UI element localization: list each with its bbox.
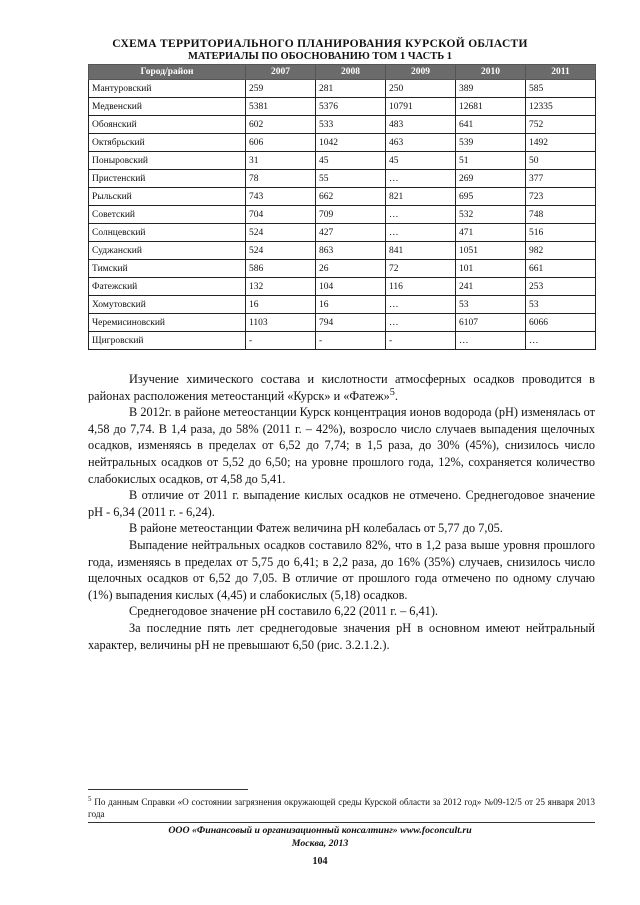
value-cell: - xyxy=(316,332,386,350)
value-cell: 532 xyxy=(456,206,526,224)
value-cell: 483 xyxy=(386,116,456,134)
value-cell: 253 xyxy=(526,278,596,296)
paragraph: В отличие от 2011 г. выпадение кислых осадков не отмечено. Среднегодовое значение pH - 6,34 (2011 г. - 6,24). xyxy=(88,488,595,519)
value-cell: … xyxy=(526,332,596,350)
value-cell: 269 xyxy=(456,170,526,188)
table-row xyxy=(89,152,596,170)
value-cell: 1042 xyxy=(316,134,386,152)
value-cell: 709 xyxy=(316,206,386,224)
value-cell: 1051 xyxy=(456,242,526,260)
value-cell: 748 xyxy=(526,206,596,224)
value-cell: 101 xyxy=(456,260,526,278)
value-cell: 132 xyxy=(246,278,316,296)
district-name-cell: Солнцевский xyxy=(89,224,246,242)
value-cell: 55 xyxy=(316,170,386,188)
value-cell: 241 xyxy=(456,278,526,296)
district-name-cell: Советский xyxy=(89,206,246,224)
footer-divider xyxy=(88,822,595,823)
body-text xyxy=(88,371,595,653)
value-cell: 524 xyxy=(246,224,316,242)
value-cell: 250 xyxy=(386,80,456,98)
paragraph xyxy=(88,371,595,404)
value-cell: 78 xyxy=(246,170,316,188)
value-cell: 641 xyxy=(456,116,526,134)
district-name-cell: Суджанский xyxy=(89,242,246,260)
footnote-ref: 5 xyxy=(389,386,395,398)
value-cell: 10791 xyxy=(386,98,456,116)
value-cell: 982 xyxy=(526,242,596,260)
paragraph-text: Изучение химического состава и кислотности атмосферных осадков проводится в районах расположения метеостанций «Курск» и «Фатеж» xyxy=(88,372,595,403)
district-name-cell: Хомутовский xyxy=(89,296,246,314)
value-cell: 524 xyxy=(246,242,316,260)
value-cell: 1103 xyxy=(246,314,316,332)
col-header-2009: 2009 xyxy=(386,65,456,80)
value-cell: 533 xyxy=(316,116,386,134)
col-header-2007: 2007 xyxy=(246,65,316,80)
footnote-divider xyxy=(88,789,248,790)
value-cell: 5376 xyxy=(316,98,386,116)
table-body xyxy=(89,80,596,350)
value-cell: 463 xyxy=(386,134,456,152)
value-cell: 794 xyxy=(316,314,386,332)
paragraph-text: . xyxy=(394,388,398,403)
value-cell: … xyxy=(456,332,526,350)
paragraph: За последние пять лет среднегодовые значения pH в основном имеют нейтральный характер, величины pH не превышают 6,50 (рис. 3.2.1.2.). xyxy=(88,620,595,652)
value-cell: 662 xyxy=(316,188,386,206)
district-name-cell: Октябрьский xyxy=(89,134,246,152)
footer-city-year: Москва, 2013 xyxy=(291,838,349,849)
paragraph: Среднегодовое значение pH составило 6,22 (2011 г. – 6,41). xyxy=(129,604,438,619)
district-name-cell: Фатежский xyxy=(89,278,246,296)
value-cell: 695 xyxy=(456,188,526,206)
value-cell: 12681 xyxy=(456,98,526,116)
value-cell: 539 xyxy=(456,134,526,152)
col-header-city: Город/район xyxy=(89,65,246,80)
value-cell: 116 xyxy=(386,278,456,296)
value-cell: 6107 xyxy=(456,314,526,332)
value-cell: … xyxy=(386,224,456,242)
value-cell: 26 xyxy=(316,260,386,278)
value-cell: … xyxy=(386,206,456,224)
value-cell: 585 xyxy=(526,80,596,98)
table-row xyxy=(89,242,596,260)
value-cell: 16 xyxy=(316,296,386,314)
data-table xyxy=(88,64,596,350)
district-name-cell: Мантуровский xyxy=(89,80,246,98)
district-name-cell: Черемисиновский xyxy=(89,314,246,332)
table-row xyxy=(89,134,596,152)
table-row xyxy=(89,332,596,350)
footnote-mark: 5 xyxy=(88,794,92,803)
value-cell: 16 xyxy=(246,296,316,314)
district-name-cell: Щигровский xyxy=(89,332,246,350)
value-cell: 31 xyxy=(246,152,316,170)
district-name-cell: Медвенский xyxy=(89,98,246,116)
value-cell: 5381 xyxy=(246,98,316,116)
table-row xyxy=(89,224,596,242)
district-name-cell: Поныровский xyxy=(89,152,246,170)
paragraph: В районе метеостанции Фатеж величина pH колебалась от 5,77 до 7,05. xyxy=(129,521,503,536)
table-row xyxy=(89,206,596,224)
value-cell: 1492 xyxy=(526,134,596,152)
table-header-row xyxy=(89,65,596,80)
paragraph: Выпадение нейтральных осадков составило 82%, что в 1,2 раза выше уровня прошлого года, изменяясь в пределах от 5,75 до 6,41; в 2,2 раза, до 16% (35%) случаев, снизилось число щелочных осадков от 6,52 до 7,05. В отличие от прошлого года отмечено по одному случаю (1%) выпадения кислых (4,45) и слабокислых (5,18) осадков. xyxy=(88,537,595,602)
value-cell: 743 xyxy=(246,188,316,206)
footnote-text: По данным Справки «О состоянии загрязнения окружающей среды Курской области за 2012 год» №09-12/5 от 25 января 2013 года xyxy=(88,797,595,819)
table-row xyxy=(89,314,596,332)
col-header-2010: 2010 xyxy=(456,65,526,80)
footer-company: ООО «Финансовый и организационный консалтинг» www.foconcult.ru xyxy=(168,825,472,836)
value-cell: 72 xyxy=(386,260,456,278)
district-name-cell: Обоянский xyxy=(89,116,246,134)
value-cell: 586 xyxy=(246,260,316,278)
table-row xyxy=(89,80,596,98)
value-cell: 516 xyxy=(526,224,596,242)
value-cell: 704 xyxy=(246,206,316,224)
value-cell: 821 xyxy=(386,188,456,206)
district-name-cell: Пристенский xyxy=(89,170,246,188)
table-row xyxy=(89,188,596,206)
value-cell: … xyxy=(386,314,456,332)
value-cell: 377 xyxy=(526,170,596,188)
value-cell: 53 xyxy=(456,296,526,314)
value-cell: 45 xyxy=(316,152,386,170)
value-cell: … xyxy=(386,296,456,314)
value-cell: 6066 xyxy=(526,314,596,332)
district-name-cell: Тимский xyxy=(89,260,246,278)
value-cell: 51 xyxy=(456,152,526,170)
document-title: СХЕМА ТЕРРИТОРИАЛЬНОГО ПЛАНИРОВАНИЯ КУРСКОЙ ОБЛАСТИ xyxy=(112,38,528,50)
value-cell: 606 xyxy=(246,134,316,152)
table-row xyxy=(89,278,596,296)
table-row xyxy=(89,260,596,278)
value-cell: 602 xyxy=(246,116,316,134)
page-number: 104 xyxy=(312,856,328,867)
col-header-2008: 2008 xyxy=(316,65,386,80)
table-row xyxy=(89,116,596,134)
value-cell: 427 xyxy=(316,224,386,242)
value-cell: … xyxy=(386,170,456,188)
value-cell: 281 xyxy=(316,80,386,98)
value-cell: 841 xyxy=(386,242,456,260)
value-cell: - xyxy=(246,332,316,350)
value-cell: 723 xyxy=(526,188,596,206)
document-subtitle: МАТЕРИАЛЫ ПО ОБОСНОВАНИЮ ТОМ 1 ЧАСТЬ 1 xyxy=(187,51,453,62)
value-cell: 50 xyxy=(526,152,596,170)
col-header-2011: 2011 xyxy=(526,65,596,80)
footnote xyxy=(88,794,595,820)
value-cell: 389 xyxy=(456,80,526,98)
value-cell: - xyxy=(386,332,456,350)
value-cell: 752 xyxy=(526,116,596,134)
table-row xyxy=(89,98,596,116)
table-row xyxy=(89,170,596,188)
value-cell: 259 xyxy=(246,80,316,98)
value-cell: 104 xyxy=(316,278,386,296)
value-cell: 471 xyxy=(456,224,526,242)
value-cell: 53 xyxy=(526,296,596,314)
value-cell: 661 xyxy=(526,260,596,278)
table-row xyxy=(89,296,596,314)
district-name-cell: Рыльский xyxy=(89,188,246,206)
value-cell: 12335 xyxy=(526,98,596,116)
paragraph: В 2012г. в районе метеостанции Курск концентрация ионов водорода (pH) изменялась от 4,58 до 7,74. В 1,4 раза, до 58% (2011 г. – 42%), возросло число случаев выпадения щелочных осадков, изменяясь в пределах от 6,52 до 7,74; в 1,5 раза, до 30% (45%), снизилось число нейтральных осадков от 5,52 до 6,50; на уровне прошлого года, 12%, сохраняется количество слабокислых осадков, от 4,58 до 5,41. xyxy=(88,405,595,486)
value-cell: 45 xyxy=(386,152,456,170)
value-cell: 863 xyxy=(316,242,386,260)
